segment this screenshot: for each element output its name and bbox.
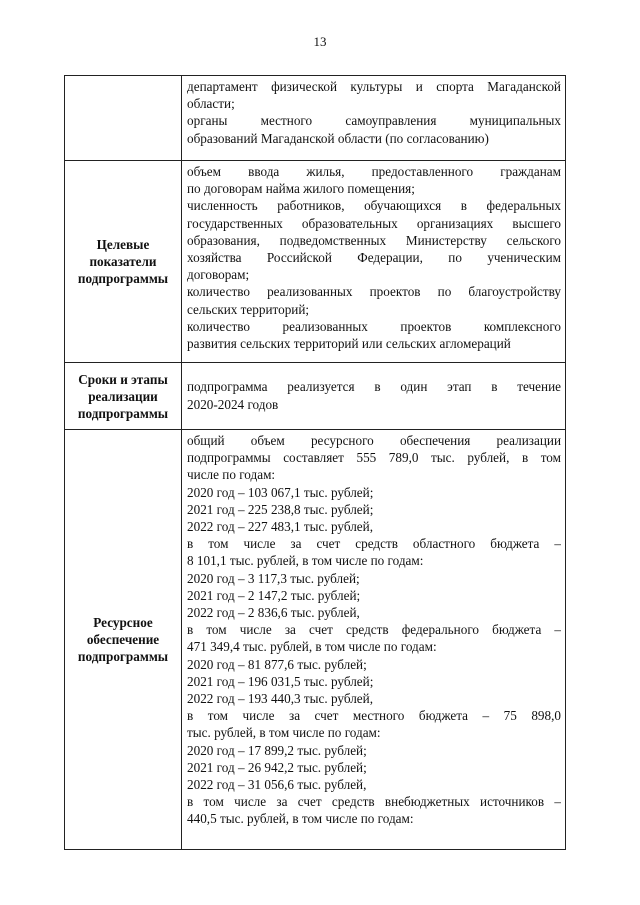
table-row xyxy=(65,76,566,161)
row-label-cell xyxy=(65,430,182,850)
content-line: общий объем ресурсного обеспечения реализации xyxy=(187,433,561,448)
row-label-line: показатели xyxy=(89,254,157,269)
content-line: 2021 год – 196 031,5 тыс. рублей; xyxy=(187,673,374,689)
content-line: количество реализованных проектов комплексного xyxy=(187,318,561,334)
passport-table xyxy=(64,75,566,850)
row-label-line: подпрограммы xyxy=(77,405,169,421)
content-line: сельских территорий; xyxy=(187,301,310,317)
row-content-cell xyxy=(182,430,566,850)
content-line: 2020 год – 17 899,2 тыс. рублей; xyxy=(187,742,367,758)
content-line: государственных образовательных организациях высшего xyxy=(187,215,561,231)
content-line: в том числе за счет местного бюджета – 75 898,0 xyxy=(187,708,561,724)
content-line: 2021 год – 26 942,2 тыс. рублей; xyxy=(187,759,367,775)
content-line: количество реализованных проектов по благоустройству xyxy=(187,284,561,300)
content-line: 2022 год – 31 056,6 тыс. рублей, xyxy=(187,777,367,793)
row-label-line: Целевые xyxy=(96,237,150,252)
row-content-cell xyxy=(182,161,566,363)
content-line: 471 349,4 тыс. рублей, в том числе по годам: xyxy=(187,639,437,655)
page-number: 13 xyxy=(313,34,327,49)
content-line: договорам; xyxy=(187,267,250,283)
content-line: развития сельских территорий или сельских агломераций xyxy=(187,336,511,352)
content-line: 2022 год – 2 836,6 тыс. рублей, xyxy=(187,605,360,621)
table-row xyxy=(65,430,566,850)
row-content-cell xyxy=(182,76,566,161)
content-line: 440,5 тыс. рублей, в том числе по годам: xyxy=(187,811,414,827)
content-line: департамент физической культуры и спорта Магаданской xyxy=(187,79,561,94)
content-line: по договорам найма жилого помещения; xyxy=(187,181,415,197)
row-label-line: подпрограммы xyxy=(77,649,169,664)
row-label-line: Ресурсное xyxy=(93,615,153,630)
content-line: 2020 год – 81 877,6 тыс. рублей; xyxy=(187,656,367,672)
content-line: в том числе за счет средств федерального бюджета – xyxy=(187,622,561,638)
row-label-line: подпрограммы xyxy=(77,271,169,286)
row-label-cell xyxy=(65,76,182,161)
row-label-cell xyxy=(65,161,182,363)
content-line: тыс. рублей, в том числе по годам: xyxy=(187,725,381,741)
table-row xyxy=(65,161,566,363)
content-line: 2020 год – 103 067,1 тыс. рублей; xyxy=(187,484,374,500)
row-label-cell xyxy=(65,363,182,430)
row-label-line: Сроки и этапы xyxy=(78,371,168,387)
content-line: в том числе за счет средств областного бюджета – xyxy=(187,536,561,552)
content-line: образований Магаданской области (по согласованию) xyxy=(187,130,489,146)
content-line: области; xyxy=(187,96,235,112)
content-line: хозяйства Российской Федерации, по ученическим xyxy=(187,250,561,266)
content-line: 2020-2024 годов xyxy=(187,396,279,412)
content-line: подпрограмма реализуется в один этап в течение xyxy=(187,379,561,395)
content-line: 2022 год – 193 440,3 тыс. рублей, xyxy=(187,691,373,707)
row-content-cell xyxy=(182,363,566,430)
content-line: органы местного самоуправления муниципальных xyxy=(187,113,561,129)
content-line: 2021 год – 225 238,8 тыс. рублей; xyxy=(187,501,374,517)
content-line: 2020 год – 3 117,3 тыс. рублей; xyxy=(187,570,360,586)
table-row xyxy=(65,363,566,430)
content-line: численность работников, обучающихся в федеральных xyxy=(187,198,561,214)
content-line: числе по годам: xyxy=(187,467,276,483)
content-line: объем ввода жилья, предоставленного гражданам xyxy=(187,164,561,179)
row-label-line: реализации xyxy=(88,388,158,404)
content-line: 2021 год – 2 147,2 тыс. рублей; xyxy=(187,587,361,603)
content-line: 8 101,1 тыс. рублей, в том числе по годам: xyxy=(187,553,424,569)
content-line: образования, подведомственных Министерству сельского xyxy=(187,232,561,248)
row-label-line: обеспечение xyxy=(86,632,160,647)
content-line: в том числе за счет средств внебюджетных источников – xyxy=(187,794,561,810)
content-line: подпрограммы составляет 555 789,0 тыс. рублей, в том xyxy=(187,450,561,466)
content-line: 2022 год – 227 483,1 тыс. рублей, xyxy=(187,519,373,535)
